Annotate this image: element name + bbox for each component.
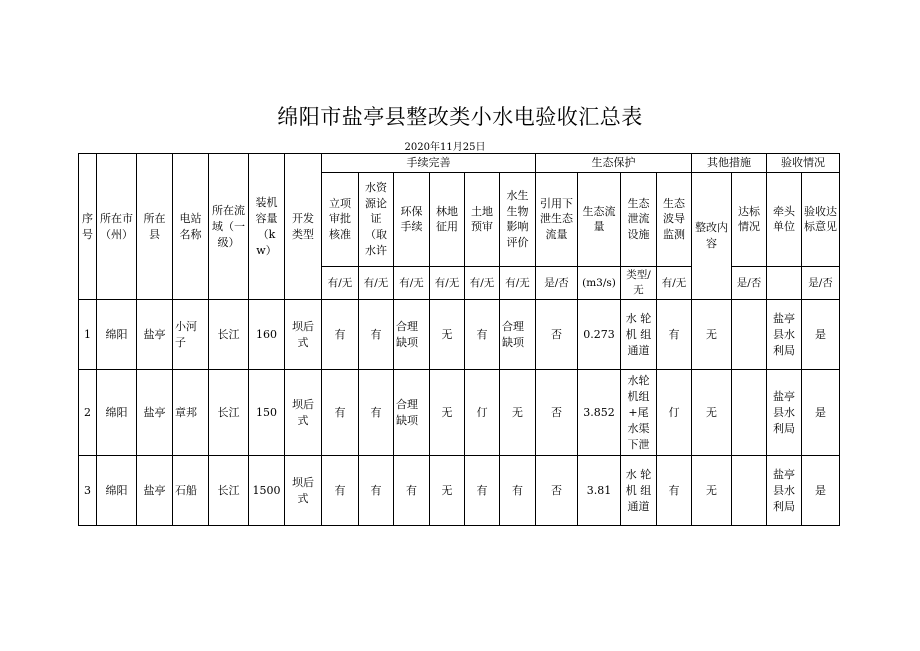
cell-seq: 3 [79,456,97,526]
header-wave-monitor: 生态波导监测 [657,172,692,266]
cell-water-permit: 有 [359,300,394,370]
header-basin: 所在流域（一级） [209,154,249,300]
unit-discharge-facility: 类型/无 [621,266,657,299]
cell-diversion: 否 [536,456,578,526]
cell-eco-flow: 3.852 [578,370,621,456]
header-env: 环保手续 [394,172,430,266]
cell-lead-unit: 盐亭县水利局 [767,370,802,456]
cell-county: 盐亭 [137,300,173,370]
header-bio: 水生生物影响评价 [500,172,536,266]
cell-station: 章邦 [173,370,209,456]
header-county: 所在县 [137,154,173,300]
header-seq: 序号 [79,154,97,300]
header-station: 电站名称 [173,154,209,300]
cell-dev-type: 坝后式 [285,370,322,456]
header-water-permit: 水资源论证（取水许 [359,172,394,266]
header-rectify: 整改内容 [692,172,732,299]
cell-opinion: 是 [802,456,840,526]
group-acceptance: 验收情况 [767,154,840,173]
cell-basin: 长江 [209,456,249,526]
cell-eco-flow: 3.81 [578,456,621,526]
cell-seq: 2 [79,370,97,456]
cell-env: 有 [394,456,430,526]
cell-dev-type: 坝后式 [285,300,322,370]
cell-dev-type: 坝后式 [285,456,322,526]
cell-opinion: 是 [802,300,840,370]
document-title: 绵阳市盐亭县整改类小水电验收汇总表 [277,105,643,129]
cell-capacity: 1500 [249,456,285,526]
cell-forest: 无 [430,300,465,370]
cell-city: 绵阳 [97,456,137,526]
cell-wave-monitor: 有 [657,300,692,370]
cell-rectify: 无 [692,300,732,370]
cell-project-approval: 有 [322,300,359,370]
cell-land: 仃 [465,370,500,456]
cell-basin: 长江 [209,300,249,370]
header-lead-unit: 牵头单位 [767,172,802,266]
cell-water-permit: 有 [359,370,394,456]
cell-env: 合理缺项 [394,300,430,370]
cell-rectify: 无 [692,456,732,526]
header-project-approval: 立项审批核准 [322,172,359,266]
cell-standard [732,300,767,370]
unit-bio: 有/无 [500,266,536,299]
cell-county: 盐亭 [137,456,173,526]
header-discharge-facility: 生态泄流设施 [621,172,657,266]
cell-env: 合理缺项 [394,370,430,456]
cell-diversion: 否 [536,300,578,370]
header-land: 土地预审 [465,172,500,266]
cell-bio: 无 [500,370,536,456]
header-opinion: 验收达标意见 [802,172,840,266]
cell-station: 小河子 [173,300,209,370]
unit-land: 有/无 [465,266,500,299]
group-other: 其他措施 [692,154,767,173]
cell-capacity: 160 [249,300,285,370]
unit-lead-unit [767,266,802,299]
cell-standard [732,456,767,526]
cell-station: 石船 [173,456,209,526]
header-city: 所在市（州） [97,154,137,300]
header-capacity: 装机容量（kw） [249,154,285,300]
cell-standard [732,370,767,456]
cell-discharge-facility: 水轮机组+尾水渠下泄 [621,370,657,456]
group-eco: 生态保护 [536,154,692,173]
unit-wave-monitor: 有/无 [657,266,692,299]
header-diversion: 引用下泄生态流量 [536,172,578,266]
table-row [79,456,840,526]
group-header-row [79,154,840,173]
cell-bio: 有 [500,456,536,526]
cell-wave-monitor: 仃 [657,370,692,456]
cell-forest: 无 [430,370,465,456]
group-procedures: 手续完善 [322,154,536,173]
header-dev-type: 开发类型 [285,154,322,300]
cell-city: 绵阳 [97,300,137,370]
cell-diversion: 否 [536,370,578,456]
unit-forest: 有/无 [430,266,465,299]
cell-forest: 无 [430,456,465,526]
table-row [79,370,840,456]
table-row [79,300,840,370]
cell-county: 盐亭 [137,370,173,456]
cell-bio: 合理缺项 [500,300,536,370]
document-date: 2020年11月25日 [404,142,486,153]
cell-seq: 1 [79,300,97,370]
unit-standard: 是/否 [732,266,767,299]
unit-water-permit: 有/无 [359,266,394,299]
cell-project-approval: 有 [322,370,359,456]
cell-lead-unit: 盐亭县水利局 [767,456,802,526]
cell-eco-flow: 0.273 [578,300,621,370]
cell-land: 有 [465,456,500,526]
cell-water-permit: 有 [359,456,394,526]
unit-env: 有/无 [394,266,430,299]
header-forest: 林地征用 [430,172,465,266]
cell-discharge-facility: 水 轮 机 组 通道 [621,456,657,526]
header-standard: 达标情况 [732,172,767,266]
summary-table [78,153,840,526]
cell-wave-monitor: 有 [657,456,692,526]
unit-diversion: 是/否 [536,266,578,299]
unit-project-approval: 有/无 [322,266,359,299]
cell-discharge-facility: 水 轮 机 组 通道 [621,300,657,370]
header-eco-flow: 生态流量 [578,172,621,266]
cell-land: 有 [465,300,500,370]
cell-lead-unit: 盐亭县水利局 [767,300,802,370]
cell-rectify: 无 [692,370,732,456]
cell-opinion: 是 [802,370,840,456]
unit-eco-flow: (m3/s) [578,266,621,299]
cell-project-approval: 有 [322,456,359,526]
cell-city: 绵阳 [97,370,137,456]
unit-opinion: 是/否 [802,266,840,299]
cell-basin: 长江 [209,370,249,456]
cell-capacity: 150 [249,370,285,456]
